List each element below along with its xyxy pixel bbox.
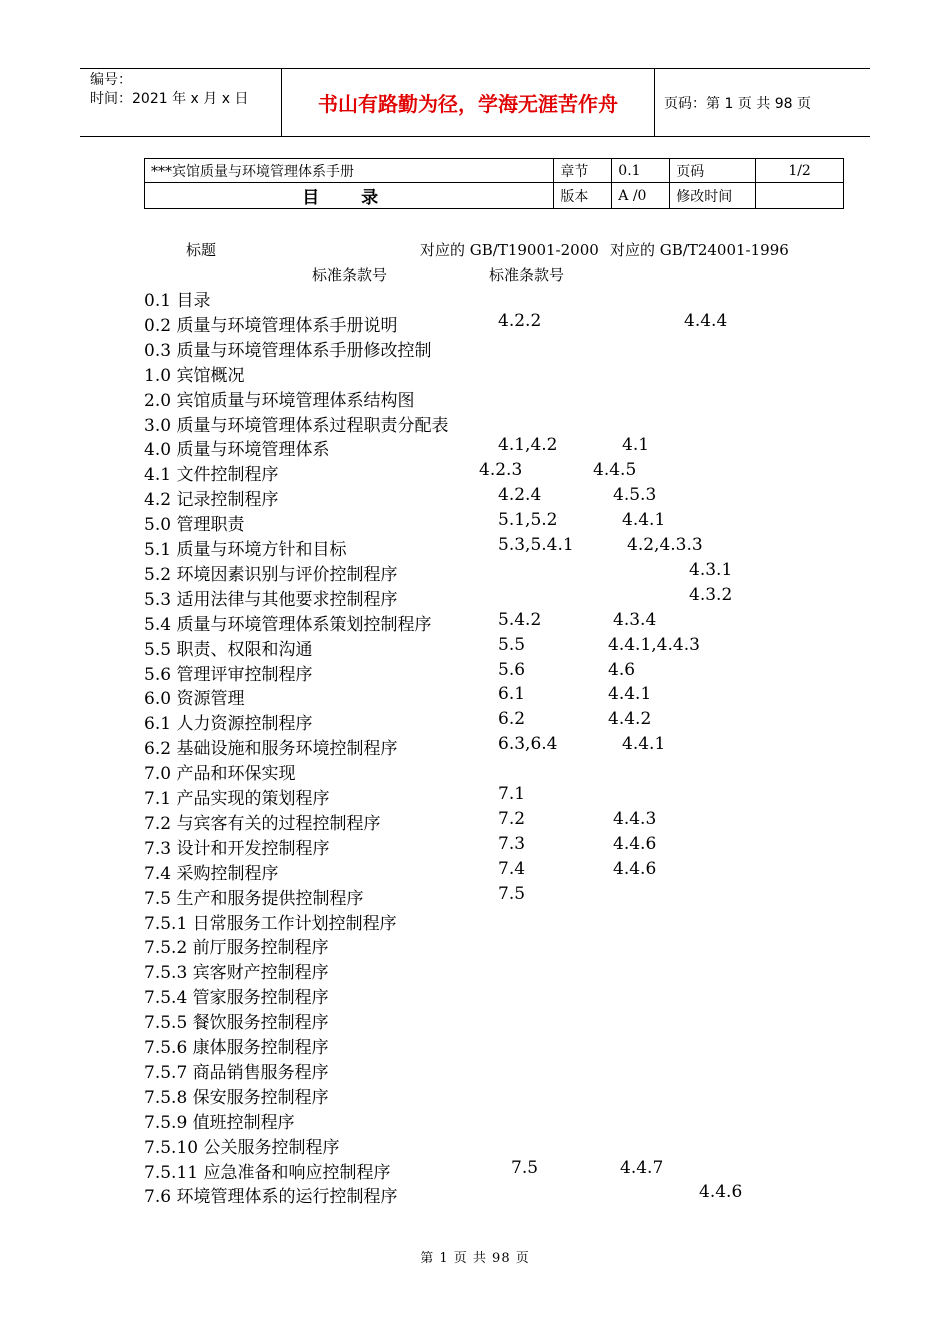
toc-entry-gb24001-clause: 4.4.6 <box>699 1182 743 1203</box>
toc-entry-title: 1.0 宾馆概况 <box>144 365 245 386</box>
toc-entry-gb19001-clause: 7.2 <box>498 808 526 829</box>
toc-entry-title: 3.0 质量与环境管理体系过程职责分配表 <box>144 415 449 436</box>
toc-entry-title: 5.0 管理职责 <box>144 515 245 536</box>
toc-entry-gb19001-clause: 4.2.3 <box>479 460 523 481</box>
toc-entry-title: 5.6 管理评审控制程序 <box>144 664 313 685</box>
toc-entry <box>144 884 794 909</box>
toc-entry <box>144 660 794 685</box>
toc-entry <box>144 1158 794 1183</box>
toc-entry-gb24001-clause: 4.4.1,4.4.3 <box>608 634 700 655</box>
toc-entry-title: 6.0 资源管理 <box>144 689 245 710</box>
toc-entry-gb19001-clause: 6.2 <box>498 709 526 730</box>
toc-entry <box>144 759 794 784</box>
page-label: 页码 <box>670 159 756 183</box>
toc-entry <box>144 784 794 809</box>
toc-entry <box>144 1133 794 1158</box>
toc-entry <box>144 1182 794 1207</box>
revision-value <box>756 183 844 209</box>
toc-entry-gb24001-clause: 4.4.4 <box>684 310 728 331</box>
toc-entry-gb24001-clause: 4.6 <box>608 659 636 680</box>
toc-entry <box>144 909 794 934</box>
toc-entry-title: 5.1 质量与环境方针和目标 <box>144 540 347 560</box>
toc-entry <box>144 734 794 759</box>
toc-entry-title: 7.5.4 管家服务控制程序 <box>144 988 329 1009</box>
toc-entry-title: 7.5.3 宾客财产控制程序 <box>144 963 329 984</box>
toc-entry-title: 7.2 与宾客有关的过程控制程序 <box>144 813 381 834</box>
toc-entry-title: 2.0 宾馆质量与环境管理体系结构图 <box>144 390 415 411</box>
toc-entry <box>144 809 794 834</box>
toc-entry-title: 7.5.5 餐饮服务控制程序 <box>144 1013 329 1034</box>
chapter-label: 章节 <box>554 159 612 183</box>
version-label: 版本 <box>554 183 612 209</box>
toc-entry-title: 7.5 生产和服务提供控制程序 <box>144 888 364 909</box>
toc-entry <box>144 585 794 610</box>
number-label: 编号： <box>90 72 132 88</box>
toc-entry-gb19001-clause: 7.5 <box>511 1157 539 1178</box>
toc-entry-title: 0.1 目录 <box>144 291 211 311</box>
toc-entry <box>144 859 794 884</box>
toc-entry <box>144 485 794 510</box>
toc-entry-title: 7.5.9 值班控制程序 <box>144 1112 295 1133</box>
toc-entry-gb24001-clause: 4.2,4.3.3 <box>627 535 703 555</box>
toc-entry-title: 7.4 采购控制程序 <box>144 863 279 884</box>
toc-entry <box>144 336 794 361</box>
toc-entry-title: 7.0 产品和环保实现 <box>144 764 296 785</box>
toc-entry-title: 7.3 设计和开发控制程序 <box>144 838 330 859</box>
toc-entry <box>144 311 794 336</box>
version-value: A /0 <box>612 183 670 209</box>
toc-entry-gb24001-clause: 4.4.1 <box>622 734 666 755</box>
toc-entry-gb19001-clause: 4.2.2 <box>498 310 542 331</box>
toc-entry-gb19001-clause: 7.5 <box>498 883 526 904</box>
toc-entry <box>144 510 794 535</box>
toc-entry-gb24001-clause: 4.3.2 <box>689 584 733 605</box>
toc-entry <box>144 834 794 859</box>
toc-entry-gb24001-clause: 4.4.5 <box>593 460 637 481</box>
column-header-clause-2: 标准条款号 <box>489 266 565 284</box>
page-header <box>80 68 870 137</box>
toc-entry <box>144 286 794 311</box>
toc-entry-title: 6.1 人力资源控制程序 <box>144 714 313 735</box>
toc-entry-title: 7.5.1 日常服务工作计划控制程序 <box>144 913 397 934</box>
toc-entry-title: 7.5.8 保安服务控制程序 <box>144 1087 329 1108</box>
toc-entry <box>144 1083 794 1108</box>
toc-entry-title: 7.5.6 康体服务控制程序 <box>144 1038 329 1058</box>
toc-entry-gb24001-clause: 4.3.4 <box>613 609 657 630</box>
toc-entry-title: 7.5.2 前厅服务控制程序 <box>144 938 329 959</box>
toc-entry-title: 4.0 质量与环境管理体系 <box>144 440 330 461</box>
toc-entry-gb24001-clause: 4.4.1 <box>608 684 652 705</box>
toc-entry-title: 7.5.11 应急准备和响应控制程序 <box>144 1162 391 1183</box>
toc-entry-gb19001-clause: 7.1 <box>498 784 526 804</box>
toc-entry-gb19001-clause: 6.3,6.4 <box>498 734 558 755</box>
toc-entry-gb19001-clause: 6.1 <box>498 684 526 705</box>
toc-entry-gb19001-clause: 4.2.4 <box>498 485 542 506</box>
toc-entry-gb19001-clause: 5.4.2 <box>498 609 542 630</box>
toc-entry-gb24001-clause: 4.1 <box>622 435 650 456</box>
page-footer: 第 1 页 共 98 页 <box>420 1251 530 1266</box>
toc-entry <box>144 435 794 460</box>
toc-entry-title: 0.3 质量与环境管理体系手册修改控制 <box>144 340 432 361</box>
column-header-title: 标题 <box>186 241 217 259</box>
chapter-value: 0.1 <box>612 159 670 183</box>
toc-entry-title: 4.2 记录控制程序 <box>144 490 279 511</box>
toc-entry-gb19001-clause: 5.5 <box>498 634 526 655</box>
toc-entry-title: 7.5.7 商品销售服务程序 <box>144 1062 329 1083</box>
column-header-gb24001: 对应的 GB/T24001-1996 <box>610 241 789 259</box>
header-slogan: 书山有路勤为径，学海无涯苦作舟 <box>282 69 655 136</box>
toc-entry-gb24001-clause: 4.4.7 <box>620 1157 664 1178</box>
toc-entry-title: 7.6 环境管理体系的运行控制程序 <box>144 1187 398 1208</box>
toc-entry-gb24001-clause: 4.4.1 <box>622 510 666 531</box>
toc-entry-gb19001-clause: 5.3,5.4.1 <box>498 535 574 555</box>
toc-entry <box>144 560 794 585</box>
toc-entry <box>144 1033 794 1058</box>
toc-entry-gb19001-clause: 5.1,5.2 <box>498 510 558 531</box>
toc-entry-gb24001-clause: 4.4.2 <box>608 709 652 730</box>
toc-entry <box>144 1108 794 1133</box>
toc-entry-gb19001-clause: 7.3 <box>498 833 526 854</box>
toc-entry-title: 5.5 职责、权限和沟通 <box>144 639 313 660</box>
toc-entry-title: 4.1 文件控制程序 <box>144 465 279 486</box>
column-header-gb19001: 对应的 GB/T19001-2000 <box>420 241 599 259</box>
toc-entry <box>144 933 794 958</box>
toc-entry <box>144 709 794 734</box>
toc-entry <box>144 684 794 709</box>
toc-entry-gb24001-clause: 4.5.3 <box>613 485 657 506</box>
toc-entry-gb19001-clause: 5.6 <box>498 659 526 680</box>
document-info-table <box>144 158 844 209</box>
revision-label: 修改时间 <box>670 183 756 209</box>
toc-entry-title: 5.4 质量与环境管理体系策划控制程序 <box>144 614 432 635</box>
toc-entry-gb24001-clause: 4.4.3 <box>613 808 657 829</box>
toc-entry <box>144 635 794 660</box>
header-meta <box>80 69 282 136</box>
toc-entry <box>144 983 794 1008</box>
toc-entry <box>144 610 794 635</box>
toc-entry <box>144 386 794 411</box>
toc-entry <box>144 460 794 485</box>
toc-entry-title: 0.2 质量与环境管理体系手册说明 <box>144 315 398 336</box>
column-header-clause-1: 标准条款号 <box>312 266 388 284</box>
date-label: 时间：2021 年 x 月 x 日 <box>90 91 249 107</box>
page-value: 1/2 <box>756 159 844 183</box>
toc-entry-title: 7.1 产品实现的策划程序 <box>144 789 330 809</box>
doc-title: 目 录 <box>145 183 554 209</box>
toc-entry <box>144 1008 794 1033</box>
toc-entry <box>144 1058 794 1083</box>
toc-entry-gb19001-clause: 7.4 <box>498 858 526 879</box>
toc-entry <box>144 958 794 983</box>
manual-name: ***宾馆质量与环境管理体系手册 <box>145 159 554 183</box>
toc-entry-title: 6.2 基础设施和服务环境控制程序 <box>144 739 398 760</box>
toc-entry <box>144 361 794 386</box>
toc-entry <box>144 411 794 436</box>
toc-entry-gb24001-clause: 4.3.1 <box>689 559 733 580</box>
toc-entry-gb19001-clause: 4.1,4.2 <box>498 435 558 456</box>
toc-entry-title: 5.2 环境因素识别与评价控制程序 <box>144 564 398 585</box>
header-page-info: 页码：第 1 页 共 98 页 <box>664 95 811 112</box>
toc-entry <box>144 535 794 560</box>
toc-entry-gb24001-clause: 4.4.6 <box>613 833 657 854</box>
toc-entry-title: 7.5.10 公关服务控制程序 <box>144 1137 340 1158</box>
toc-entry-title: 5.3 适用法律与其他要求控制程序 <box>144 589 398 610</box>
toc-entry-gb24001-clause: 4.4.6 <box>613 858 657 879</box>
